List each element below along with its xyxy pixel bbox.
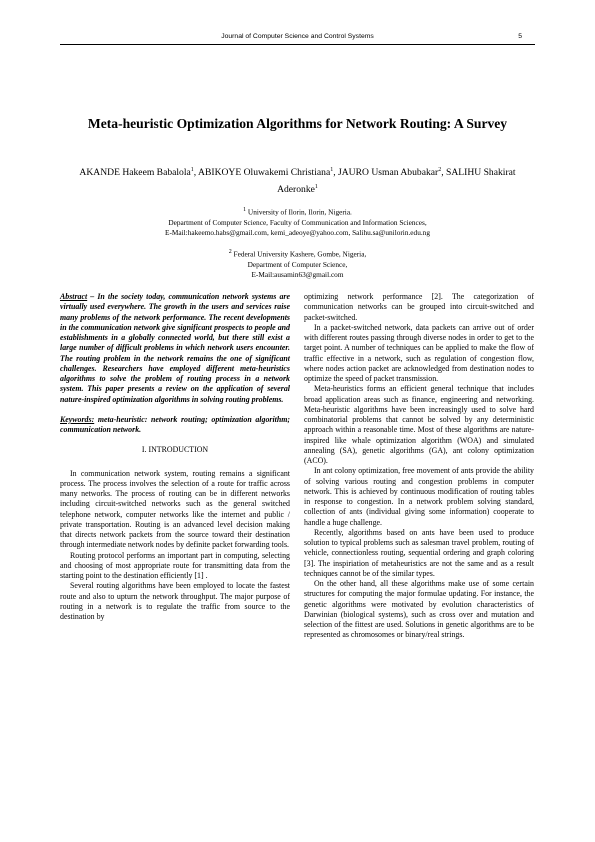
right-column: [304, 292, 534, 641]
affiliation-mark: 2: [228, 249, 232, 255]
body-paragraph: Meta-heuristics forms an efficient general technique that includes broad application areas such as finance, engineering and networking. Meta-heuristic algorithms have been increasingly used to solve hard combinatorial problems that cannot be solved by any deterministic approach within a reasonable time. Most of these algorithms are nature-inspired like whale optimization algorithm (WOA) and simulated annealing (SA), genetic algorithms (GA), ant colony optimization (ACO).: [304, 384, 534, 465]
keywords-text: meta-heuristic: network routing; optimization algorithm; communication network.: [60, 414, 290, 434]
author-affiliation-mark: 1: [190, 167, 194, 173]
author-affiliation-mark: 1: [330, 167, 334, 173]
author-name: AKANDE Hakeem Babalola: [79, 167, 191, 179]
left-column: [60, 292, 290, 622]
author-affiliation-mark: 1: [314, 184, 318, 191]
body-paragraph: In a packet-switched network, data packets can arrive out of order with different routes passing through diverse nodes in order to get to the target point. A number of techniques can be applied to make the flow of traffic effective in a network, such as regulation of congestion flow, where nodes action packet are acknowledged from destination nodes to optimize the speed of packet transmission.: [304, 322, 534, 383]
abstract-text: – In the society today, communication network systems are virtually used everywhere. The growth in the users and services raise many problems of the network performance. The recent developments in the communication network give significant prospects to people and establishments in a globally connected world, but there still exist a large number of difficult problems in which network users encounter. The routing problem in the network remains the one of significant challenges. Researchers have employed different meta-heuristics algorithms to solve the problem of routing process in a network system. This paper presents a review on the application of several nature-inspired optimization algorithms in solving routing problems.: [60, 292, 290, 404]
affiliation-1: [60, 205, 535, 239]
institution-name: University of Ilorin, Ilorin, Nigeria.: [247, 207, 352, 217]
body-paragraph: Recently, algorithms based on ants have been used to produce solution to typical problems such as salesman travel problem, routing of vehicle, connectionless routing, sequential ordering and graph coloring [3]. The inspiriation of metaheuristics are not the same and as a result techniques cannot be of the similar types.: [304, 527, 534, 578]
abstract: [60, 292, 290, 405]
keywords-label: Keywords:: [60, 414, 95, 424]
author-name: , SALIHU Shakirat Aderonke: [277, 167, 516, 196]
body-paragraph: optimizing network performance [2]. The categorization of communication networks can be grouped into circuit-switched and packet-switched.: [304, 292, 534, 322]
journal-name: Journal of Computer Science and Control Systems: [221, 33, 374, 40]
page-number: 5: [518, 33, 522, 40]
abstract-label: Abstract: [60, 292, 88, 301]
affiliation-1-department: Department of Computer Science, Faculty of Communication and Information Sciences,: [168, 217, 427, 227]
author-list: [60, 163, 535, 197]
author-affiliation-mark: 2: [438, 167, 442, 173]
keywords: [60, 415, 290, 436]
affiliation-2-department: Department of Computer Science,: [247, 259, 348, 269]
body-paragraph: Several routing algorithms have been employed to locate the fastest route and also to upturn the network throughput. The major purpose of routing in a network is to regulate the traffic from source to the destination by: [60, 581, 290, 621]
body-paragraph: Routing protocol performs an important part in computing, selecting and choosing of most appropriate route for transmitting data from the starting point to the destination efficiently [1] .: [60, 550, 290, 580]
header-rule: [60, 44, 535, 45]
institution-name: Federal University Kashere, Gombe, Nigeria,: [233, 249, 367, 259]
affiliation-2-email: E-Mail:ausamin63@gmail.com: [251, 270, 344, 280]
affiliation-2-institution: [60, 247, 535, 260]
paper-title: Meta-heuristic Optimization Algorithms for Network Routing: A Survey: [87, 116, 508, 131]
affiliation-mark: 1: [243, 207, 247, 213]
affiliation-1-emails: E-Mail:hakeemo.habs@gmail.com, kemi_adeoye@yahoo.com, Salihu.sa@unilorin.edu.ng: [165, 228, 430, 238]
affiliation-2: [60, 247, 535, 281]
body-paragraph: On the other hand, all these algorithms make use of some certain structures for computing the major formulae updating. For instance, the genetic algorithms were motivated by evolution characteristics of Darwinian (biological systems), such as cross over and mutation and selection of the fittest are used. Solutions in genetic algorithms are to be represented as chromosomes or binary/real strings.: [304, 579, 534, 640]
body-paragraph: In communication network system, routing remains a significant process. The process involves the selection of a route for traffic across many networks. The process of routing can be in different networks including circuit-switched networks such as the general switched telephone network, computer networks like the internet and public / private transportation. Routing is an advanced level decision making that directs network packets from the source toward their destination through intermediate network nodes by definite packet forwarding tools.: [60, 468, 290, 550]
author-name: , JAURO Usman Abubakar: [333, 167, 439, 179]
body-paragraph: In ant colony optimization, free movement of ants provide the ability of solving various routing and congestion problems in computer network. This is achieved by continuous modification of routing tables in response to congestion. In a network problem solving standard, collection of ants (individual giving some information) cooperate to handle a huge challenge.: [304, 466, 534, 527]
author-name: , ABIKOYE Oluwakemi Christiana: [193, 167, 331, 179]
affiliation-1-institution: [60, 205, 535, 218]
section-heading: I. INTRODUCTION: [141, 445, 209, 455]
